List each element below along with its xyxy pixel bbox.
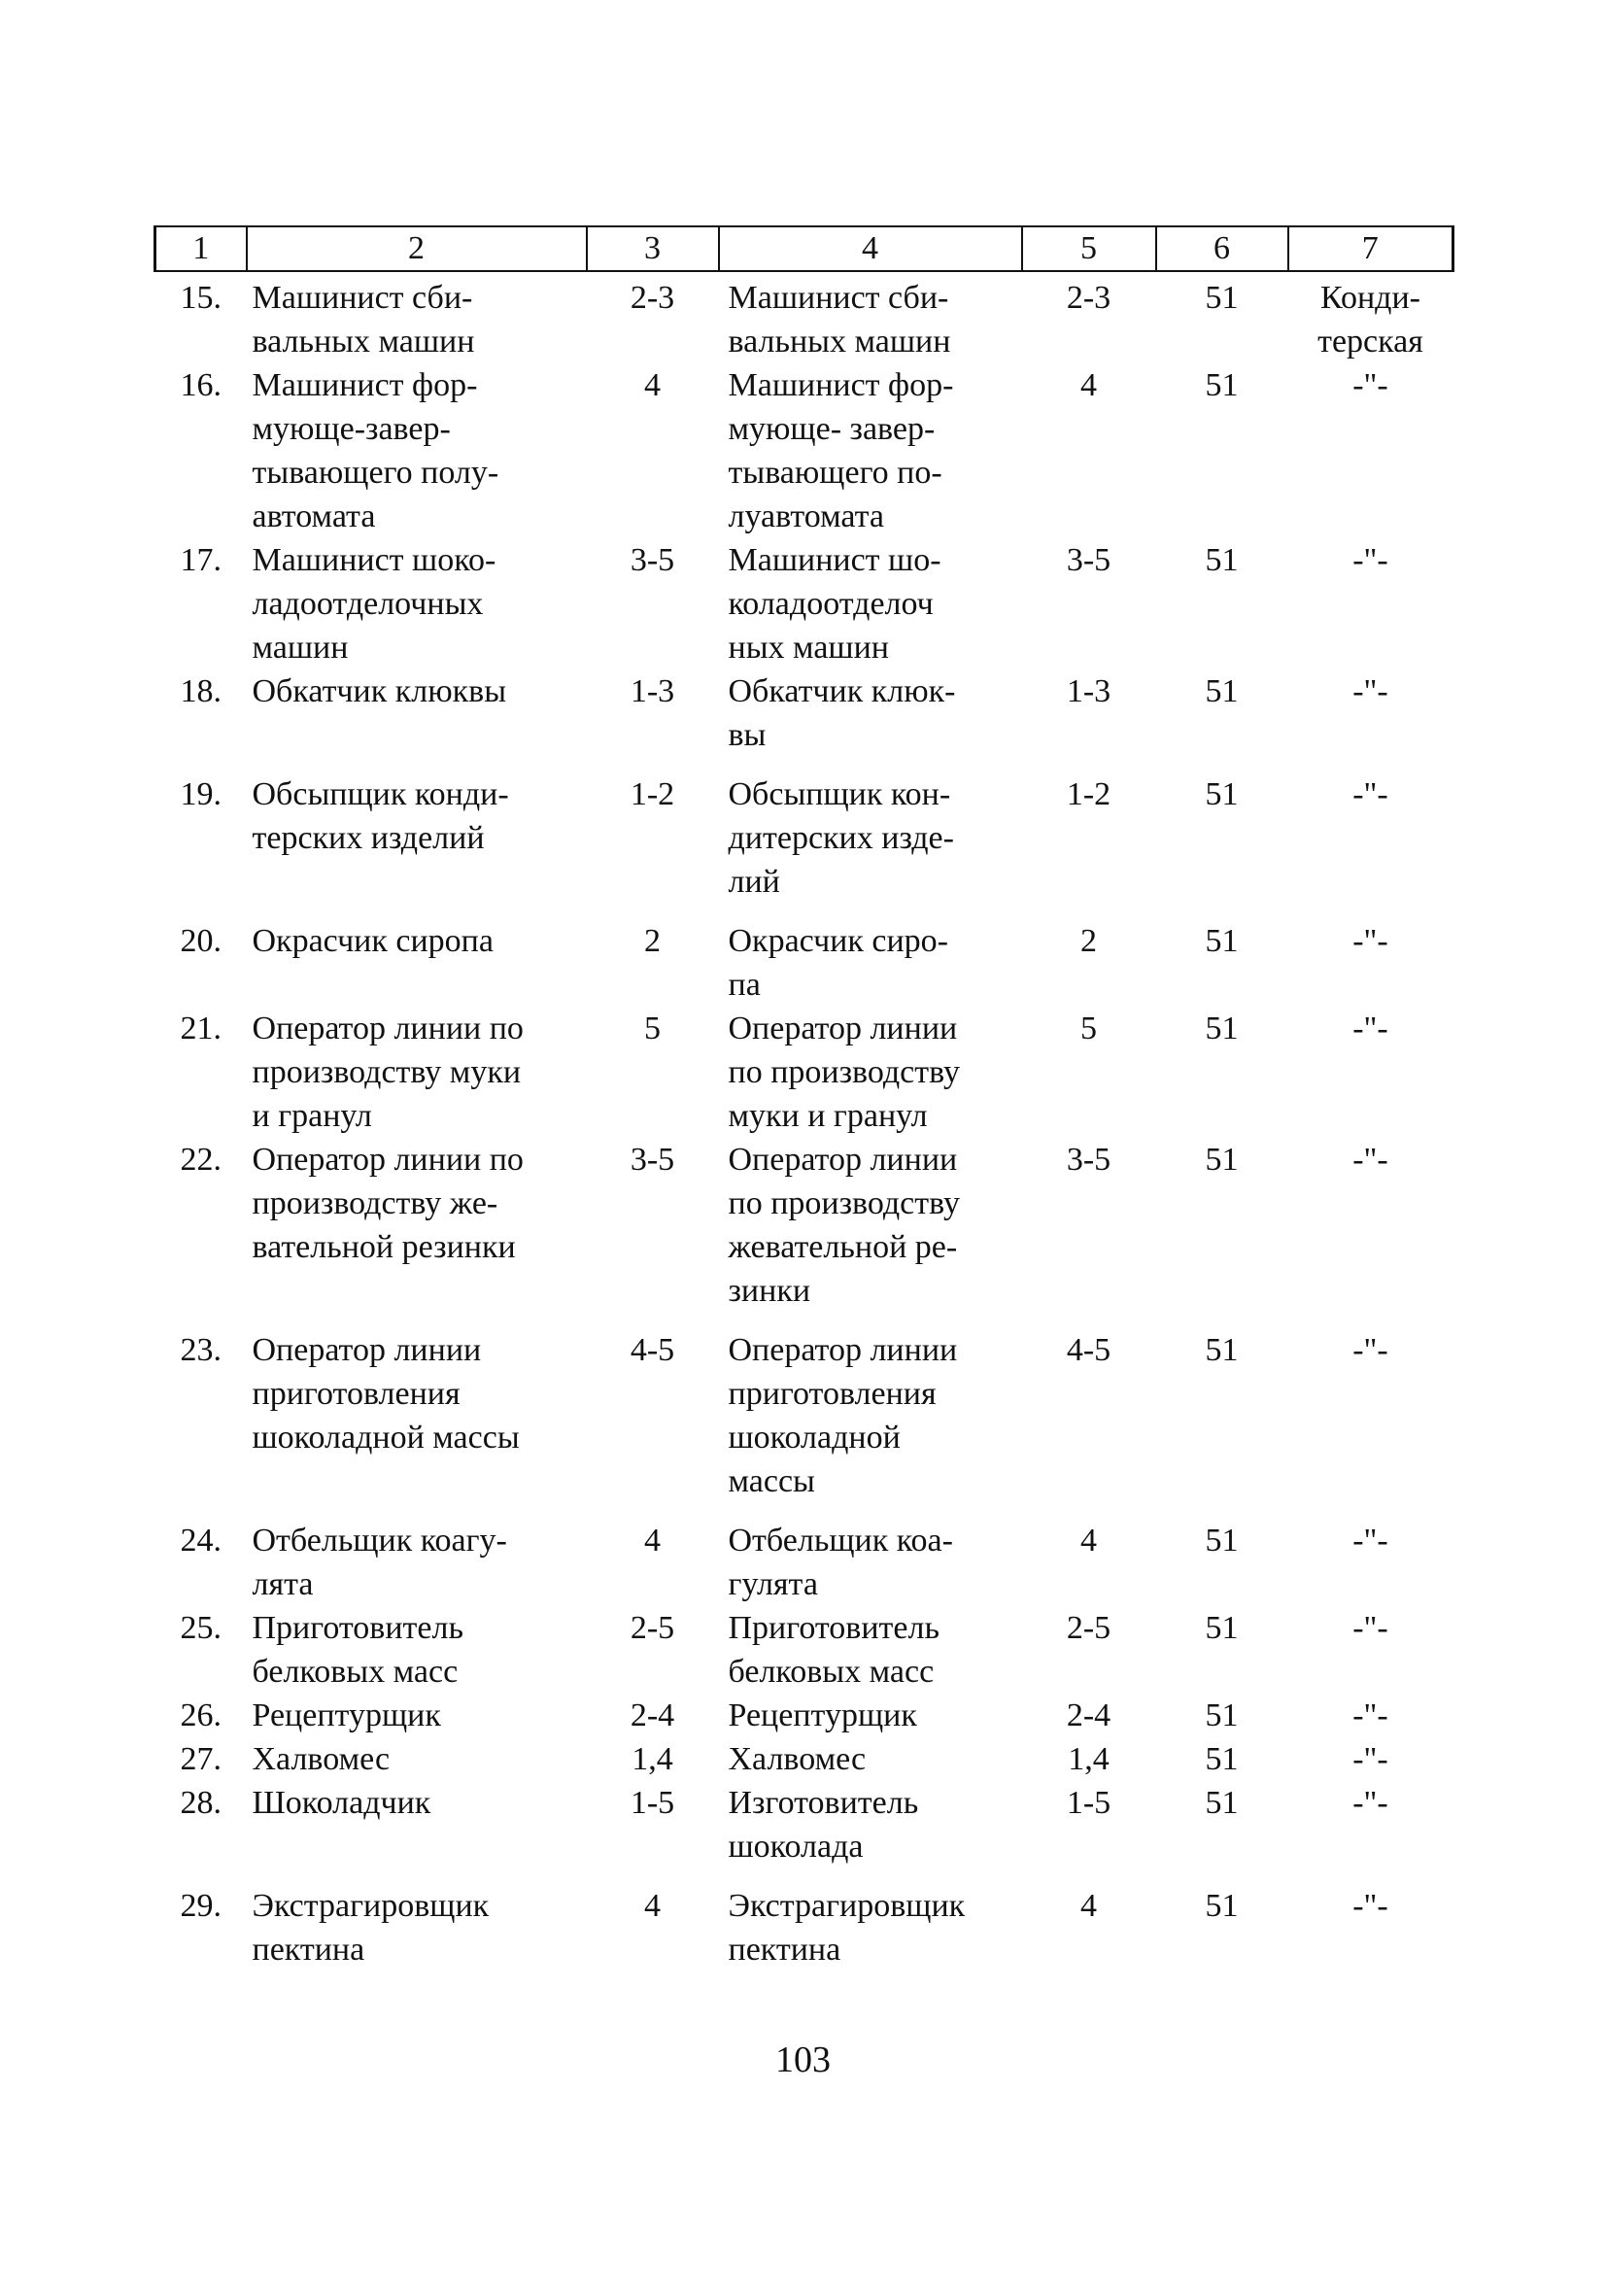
row-number: 19. xyxy=(180,776,222,812)
grade-range: 4-5 xyxy=(630,1332,675,1368)
grade-range-new: 2-5 xyxy=(1066,1610,1111,1646)
profession-name: Оператор линии по производству муки и гранул xyxy=(252,1011,524,1134)
profession-name: Шоколадчик xyxy=(252,1785,431,1821)
grade-range: 1-5 xyxy=(630,1785,675,1821)
section-code: 51 xyxy=(1205,1888,1239,1924)
section-code: 51 xyxy=(1205,1011,1239,1046)
table-row xyxy=(155,1868,1453,1971)
profession-name-new: Окрасчик сиро- па xyxy=(728,923,948,1003)
note: -"- xyxy=(1352,1610,1388,1646)
grade-range-new: 3-5 xyxy=(1066,542,1111,578)
profession-name-new: Оператор линии по производству муки и гранул xyxy=(728,1011,960,1134)
grade-range-new: 5 xyxy=(1080,1011,1097,1046)
section-code: 51 xyxy=(1205,673,1239,709)
table-row xyxy=(155,271,1453,363)
grade-range-new: 1,4 xyxy=(1068,1741,1110,1777)
table-row xyxy=(155,1503,1453,1606)
section-code: 51 xyxy=(1205,542,1239,578)
profession-name: Рецептурщик xyxy=(252,1697,441,1733)
table-row xyxy=(155,1007,1453,1138)
note: -"- xyxy=(1352,1785,1388,1821)
section-code: 51 xyxy=(1205,776,1239,812)
grade-range: 2 xyxy=(644,923,661,959)
grade-range-new: 2-4 xyxy=(1066,1697,1111,1733)
row-number: 25. xyxy=(180,1610,222,1646)
header-cell-3: 3 xyxy=(587,226,719,271)
section-code: 51 xyxy=(1205,923,1239,959)
profession-name: Обсыпщик конди- терских изделий xyxy=(252,776,509,856)
note: -"- xyxy=(1352,367,1388,403)
section-code: 51 xyxy=(1205,1785,1239,1821)
grade-range: 3-5 xyxy=(630,1142,675,1178)
profession-name: Экстрагировщик пектина xyxy=(252,1888,490,1968)
header-cell-6: 6 xyxy=(1156,226,1288,271)
note: -"- xyxy=(1352,1011,1388,1046)
profession-name-new: Экстрагировщик пектина xyxy=(728,1888,966,1968)
row-number: 22. xyxy=(180,1142,222,1178)
note: -"- xyxy=(1352,542,1388,578)
row-number: 29. xyxy=(180,1888,222,1924)
note: -"- xyxy=(1352,673,1388,709)
grade-range-new: 2-3 xyxy=(1066,280,1111,316)
note: -"- xyxy=(1352,1332,1388,1368)
grade-range: 5 xyxy=(644,1011,661,1046)
row-number: 18. xyxy=(180,673,222,709)
grade-range: 1,4 xyxy=(632,1741,673,1777)
table-header xyxy=(155,226,1453,271)
profession-name: Оператор линии по производству же- вательной резинки xyxy=(252,1142,524,1265)
table-row xyxy=(155,538,1453,669)
section-code: 51 xyxy=(1205,367,1239,403)
grade-range: 1-2 xyxy=(630,776,675,812)
header-cell-2: 2 xyxy=(247,226,587,271)
grade-range: 2-3 xyxy=(630,280,675,316)
header-cell-1: 1 xyxy=(155,226,247,271)
profession-name: Машинист сби- вальных машин xyxy=(252,280,475,360)
row-number: 26. xyxy=(180,1697,222,1733)
profession-name: Отбельщик коагу- лята xyxy=(252,1523,507,1602)
profession-name-new: Оператор линии приготовления шоколадной массы xyxy=(728,1332,958,1499)
grade-range: 4 xyxy=(644,367,661,403)
table-row xyxy=(155,904,1453,1007)
row-number: 23. xyxy=(180,1332,222,1368)
grade-range-new: 4 xyxy=(1080,367,1097,403)
note: -"- xyxy=(1352,1741,1388,1777)
profession-name-new: Оператор линии по производству жевательной ре- зинки xyxy=(728,1142,960,1309)
note: -"- xyxy=(1352,776,1388,812)
row-number: 24. xyxy=(180,1523,222,1559)
note: Конди- терская xyxy=(1317,280,1423,360)
grade-range-new: 3-5 xyxy=(1066,1142,1111,1178)
grade-range: 4 xyxy=(644,1523,661,1559)
profession-name: Обкатчик клюквы xyxy=(252,673,507,709)
profession-name-new: Рецептурщик xyxy=(728,1697,917,1733)
profession-name-new: Машинист шо- коладоотделоч ных машин xyxy=(728,542,941,666)
table-row xyxy=(155,757,1453,904)
profession-name-new: Халвомес xyxy=(728,1741,867,1777)
note: -"- xyxy=(1352,1697,1388,1733)
row-number: 15. xyxy=(180,280,222,316)
table-row xyxy=(155,363,1453,538)
note: -"- xyxy=(1352,1523,1388,1559)
grade-range-new: 2 xyxy=(1080,923,1097,959)
row-number: 28. xyxy=(180,1785,222,1821)
section-code: 51 xyxy=(1205,280,1239,316)
profession-name: Халвомес xyxy=(252,1741,391,1777)
table-row xyxy=(155,669,1453,757)
profession-name: Машинист фор- мующе-завер- тывающего полу- автомата xyxy=(252,367,499,534)
profession-name-new: Отбельщик коа- гулята xyxy=(728,1523,953,1602)
header-cell-5: 5 xyxy=(1022,226,1156,271)
professions-table xyxy=(154,225,1454,1971)
grade-range-new: 1-5 xyxy=(1066,1785,1111,1821)
grade-range-new: 1-2 xyxy=(1066,776,1111,812)
grade-range-new: 1-3 xyxy=(1066,673,1111,709)
section-code: 51 xyxy=(1205,1741,1239,1777)
table-row xyxy=(155,1737,1453,1781)
profession-name-new: Обкатчик клюк- вы xyxy=(728,673,956,753)
note: -"- xyxy=(1352,923,1388,959)
grade-range-new: 4-5 xyxy=(1066,1332,1111,1368)
grade-range: 2-5 xyxy=(630,1610,675,1646)
page-number: 103 xyxy=(775,2039,831,2080)
table-row xyxy=(155,1313,1453,1503)
section-code: 51 xyxy=(1205,1523,1239,1559)
note: -"- xyxy=(1352,1142,1388,1178)
section-code: 51 xyxy=(1205,1697,1239,1733)
grade-range: 4 xyxy=(644,1888,661,1924)
section-code: 51 xyxy=(1205,1610,1239,1646)
section-code: 51 xyxy=(1205,1332,1239,1368)
note: -"- xyxy=(1352,1888,1388,1924)
section-code: 51 xyxy=(1205,1142,1239,1178)
header-cell-4: 4 xyxy=(719,226,1022,271)
profession-name: Машинист шоко- ладоотделочных машин xyxy=(252,542,496,666)
table-row xyxy=(155,1694,1453,1737)
table-row xyxy=(155,1606,1453,1694)
table-row xyxy=(155,1138,1453,1313)
profession-name: Окрасчик сиропа xyxy=(252,923,494,959)
grade-range: 1-3 xyxy=(630,673,675,709)
profession-name-new: Машинист сби- вальных машин xyxy=(728,280,951,360)
row-number: 17. xyxy=(180,542,222,578)
row-number: 27. xyxy=(180,1741,222,1777)
grade-range-new: 4 xyxy=(1080,1888,1097,1924)
header-row xyxy=(155,226,1453,271)
row-number: 20. xyxy=(180,923,222,959)
grade-range: 3-5 xyxy=(630,542,675,578)
profession-name: Приготовитель белковых масс xyxy=(252,1610,463,1690)
table-row xyxy=(155,1781,1453,1868)
profession-name-new: Машинист фор- мующе- завер- тывающего по- луавтомата xyxy=(728,367,954,534)
profession-name-new: Обсыпщик кон- дитерских изде- лий xyxy=(728,776,954,900)
row-number: 16. xyxy=(180,367,222,403)
profession-name-new: Приготовитель белковых масс xyxy=(728,1610,940,1690)
grade-range: 2-4 xyxy=(630,1697,675,1733)
row-number: 21. xyxy=(180,1011,222,1046)
profession-name: Оператор линии приготовления шоколадной массы xyxy=(252,1332,520,1456)
profession-name-new: Изготовитель шоколада xyxy=(728,1785,919,1865)
grade-range-new: 4 xyxy=(1080,1523,1097,1559)
table-body xyxy=(155,271,1453,1971)
header-cell-7: 7 xyxy=(1288,226,1453,271)
